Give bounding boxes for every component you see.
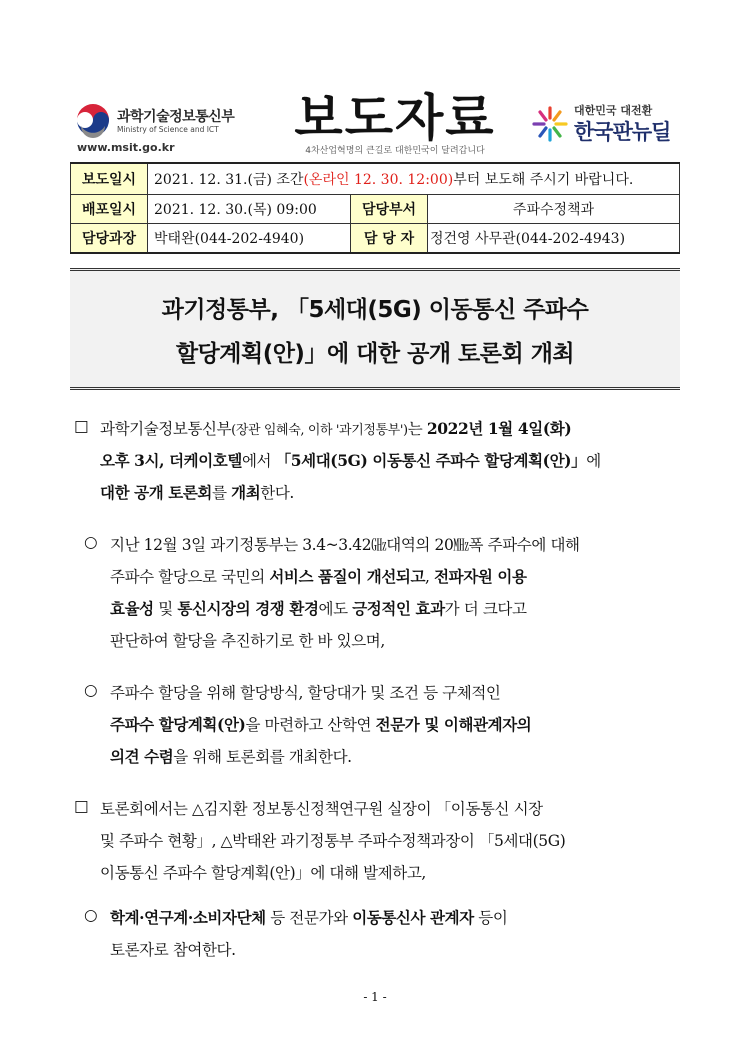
text-run-bold: 긍정적인 효과 <box>352 599 445 618</box>
new-deal-name: 한국판뉴딜 <box>574 120 671 144</box>
text-run: (장관 임혜숙, 이하 '과기정통부') <box>231 423 408 438</box>
text-run: 등 전문가와 <box>265 909 353 927</box>
text-run-bold: 대한 공개 토론회 <box>100 483 213 502</box>
text-run-bold: 주파수 할당계획(안) <box>110 715 246 734</box>
text-run: 과학기술정보통신부 <box>100 420 232 438</box>
text-run-bold: 「5세대(5G) 이동통신 주파수 할당계획(안)」 <box>275 451 587 470</box>
text-run: 에 <box>586 452 601 470</box>
sub-3-line-1 <box>110 906 507 928</box>
sub-3-line-2: 토론자로 참여한다. <box>110 941 236 959</box>
text-run-bold: 2022년 1월 4일(화) <box>426 419 572 438</box>
release-info-table <box>70 162 680 254</box>
contact-row <box>71 224 680 254</box>
text-run: 등이 <box>473 909 508 927</box>
ministry-name-ko: 과학기술정보통신부 <box>117 109 235 125</box>
new-deal-burst-icon <box>530 104 570 144</box>
text-run-bold: 이동통신사 관계자 <box>352 908 474 927</box>
text-run-bold: 개최 <box>231 483 261 502</box>
staff-label: 담 당 자 <box>351 224 428 254</box>
embargo-note: 부터 보도해 주시기 바랍니다. <box>453 172 634 188</box>
distribution-label: 배포일시 <box>71 195 148 224</box>
circle-bullet: ○ <box>84 681 98 699</box>
text-run-bold: 효율성 <box>110 599 154 618</box>
text-run-bold: 전파자원 이용 <box>434 567 527 586</box>
distribution-row <box>71 195 680 224</box>
staff-value: 정건영 사무관(044-202-4943) <box>428 224 680 254</box>
paragraph-2-line-1: 토론회에서는 △김지환 정보통신정책연구원 실장이 「이동통신 시장 <box>100 800 543 818</box>
paragraph-1-line-1 <box>100 417 571 439</box>
embargo-label: 보도일시 <box>71 163 148 195</box>
text-run: 한다. <box>260 484 294 502</box>
text-run: 주파수 할당으로 국민의 <box>110 568 270 586</box>
embargo-value <box>148 163 680 195</box>
text-run: , <box>425 568 435 586</box>
embargo-row <box>71 163 680 195</box>
distribution-value: 2021. 12. 30.(목) 09:00 <box>148 195 351 224</box>
paragraph-2-line-2: 및 주파수 현황」, △박태완 과기정통부 주파수정책과장이 「5세대(5G) <box>100 832 566 850</box>
text-run-bold: 의견 수렴 <box>110 747 174 766</box>
sub-2-line-2 <box>110 713 531 735</box>
embargo-date: 2021. 12. 31.(금) 조간 <box>154 172 304 188</box>
manager-value: 박태완(044-202-4940) <box>148 224 351 254</box>
text-run-bold: 통신시장의 경쟁 환경 <box>177 599 319 618</box>
sub-2-line-1: 주파수 할당을 위해 할당방식, 할당대가 및 조건 등 구체적인 <box>110 684 501 702</box>
department-label: 담당부서 <box>351 195 428 224</box>
headline-box <box>70 268 680 390</box>
ministry-logo <box>75 100 285 160</box>
text-run: 을 위해 토론회를 개최한다. <box>173 748 352 766</box>
ministry-url: www.msit.go.kr <box>77 141 175 154</box>
slogan: 4차산업혁명의 큰길로 대한민국이 달려갑니다 <box>305 146 485 156</box>
taegeuk-emblem-icon <box>75 102 111 138</box>
paragraph-1-line-2 <box>100 449 601 471</box>
sub-1-line-2 <box>110 565 527 587</box>
paragraph-1-line-3 <box>100 481 294 503</box>
new-deal-tagline: 대한민국 대전환 <box>574 104 653 117</box>
headline-line-1: 과기정통부, 「5세대(5G) 이동통신 주파수 <box>161 297 589 323</box>
text-run: 및 <box>153 600 178 618</box>
new-deal-logo <box>530 100 700 150</box>
department-value: 주파수정책과 <box>428 195 680 224</box>
text-run-bold: 학계·연구계·소비자단체 <box>110 908 266 927</box>
text-run: 에도 <box>318 600 353 618</box>
text-run: 가 더 크다고 <box>444 600 527 618</box>
sub-1-line-4: 판단하여 할당을 추진하기로 한 바 있으며, <box>110 632 385 650</box>
paragraph-2-line-3: 이동통신 주파수 할당계획(안)」에 대해 발제하고, <box>100 864 426 882</box>
text-run: 를 <box>212 484 232 502</box>
press-header <box>0 0 750 168</box>
ministry-name-en: Ministry of Science and ICT <box>117 125 219 134</box>
square-bullet: □ <box>74 417 89 435</box>
circle-bullet: ○ <box>84 906 98 924</box>
manager-label: 담당과장 <box>71 224 148 254</box>
sub-2-line-3 <box>110 745 352 767</box>
sub-1-line-3 <box>110 597 527 619</box>
page-number: - 1 - <box>363 990 387 1004</box>
text-run-bold: 서비스 품질이 개선되고 <box>269 567 426 586</box>
text-run: 는 <box>407 420 427 438</box>
headline-line-2: 할당계획(안)」에 대한 공개 토론회 개최 <box>175 341 575 367</box>
text-run-bold: 오후 3시, 더케이호텔 <box>100 451 242 470</box>
text-run: 에서 <box>241 452 276 470</box>
text-run: 을 마련하고 산학연 <box>245 716 376 734</box>
sub-1-line-1: 지난 12월 3일 과기정통부는 3.4~3.42㎓대역의 20㎒폭 주파수에 대해 <box>110 536 580 554</box>
page-title: 보도자료 <box>294 89 496 147</box>
text-run-bold: 전문가 및 이해관계자의 <box>375 715 532 734</box>
embargo-online-time: (온라인 12. 30. 12:00) <box>303 172 454 188</box>
square-bullet: □ <box>74 797 89 815</box>
circle-bullet: ○ <box>84 533 98 551</box>
